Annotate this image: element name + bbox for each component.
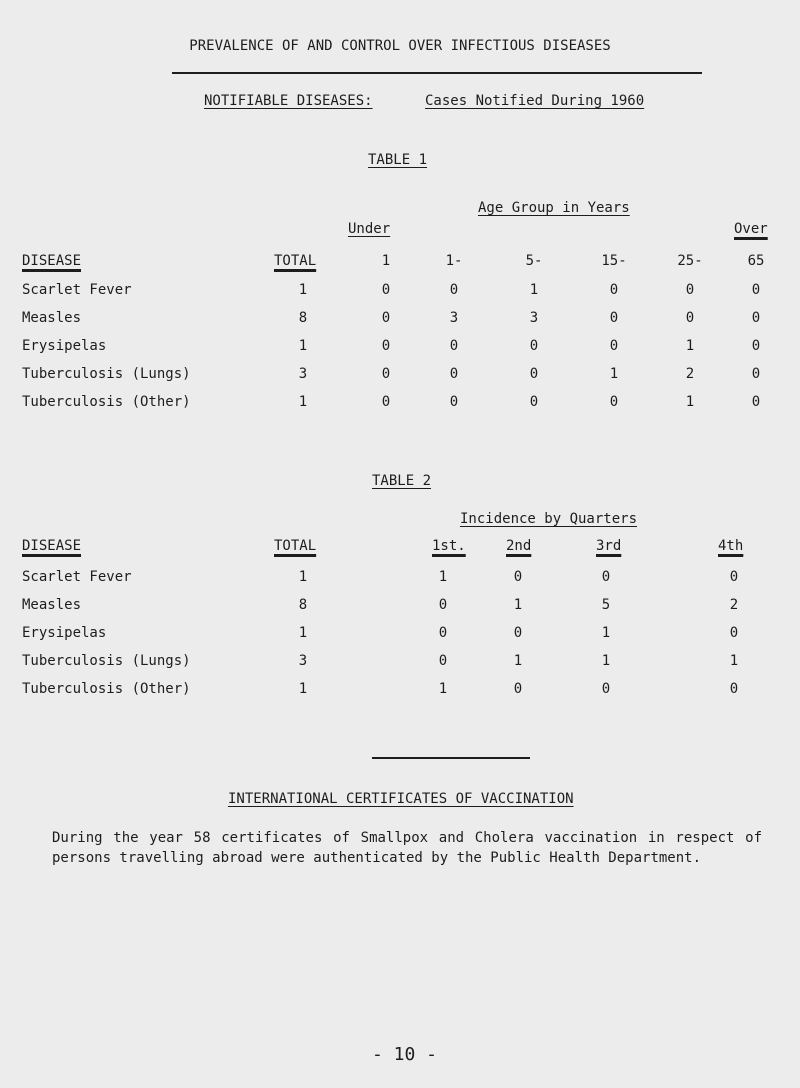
- table-cell: 0: [685, 282, 695, 298]
- table-row-label: Measles: [22, 310, 82, 326]
- table-cell: 0: [751, 366, 761, 382]
- table-row-label: Erysipelas: [22, 625, 107, 641]
- table-row-label: Tuberculosis (Lungs): [22, 366, 191, 382]
- table-cell: 0: [449, 394, 459, 410]
- table-cell: 5: [601, 597, 611, 613]
- table-cell: 0: [729, 681, 739, 697]
- table1-header-5: 5-: [525, 253, 543, 269]
- table1-header-15: 15-: [601, 253, 627, 269]
- table-row-label: Scarlet Fever: [22, 282, 132, 298]
- table-cell: 1: [513, 597, 523, 613]
- table-cell: 1: [729, 653, 739, 669]
- table-cell: 0: [449, 282, 459, 298]
- table-cell: 1: [438, 569, 448, 585]
- table-row-label: Tuberculosis (Other): [22, 681, 191, 697]
- table-cell: 0: [529, 338, 539, 354]
- table-cell: 0: [751, 394, 761, 410]
- table-cell: 3: [298, 366, 308, 382]
- table-cell: 0: [685, 310, 695, 326]
- table-cell: 0: [381, 366, 391, 382]
- page-number: - 10 -: [372, 1044, 438, 1065]
- table-cell: 0: [513, 625, 523, 641]
- table-cell: 0: [529, 366, 539, 382]
- table2-header-total: TOTAL: [274, 538, 317, 554]
- subtitle-notifiable: NOTIFIABLE DISEASES:: [204, 93, 373, 109]
- table-cell: 3: [298, 653, 308, 669]
- table-row-label: Tuberculosis (Lungs): [22, 653, 191, 669]
- table-cell: 0: [609, 310, 619, 326]
- table-cell: 0: [609, 338, 619, 354]
- table-cell: 0: [601, 681, 611, 697]
- table-cell: 1: [298, 569, 308, 585]
- table-cell: 0: [381, 394, 391, 410]
- table-cell: 3: [529, 310, 539, 326]
- table1-header-over-65: 65: [747, 253, 765, 269]
- table-row-label: Scarlet Fever: [22, 569, 132, 585]
- subtitle-cases: Cases Notified During 1960: [425, 93, 645, 109]
- table-cell: 1: [609, 366, 619, 382]
- table-cell: 0: [729, 569, 739, 585]
- table1-label: TABLE 1: [368, 152, 428, 168]
- table-cell: 8: [298, 310, 308, 326]
- title-rule: [172, 72, 702, 74]
- table-cell: 3: [449, 310, 459, 326]
- table2-header-disease: DISEASE: [22, 538, 82, 554]
- table-cell: 0: [438, 625, 448, 641]
- table-cell: 0: [751, 310, 761, 326]
- table1-header-1: 1-: [445, 253, 463, 269]
- table-cell: 0: [609, 282, 619, 298]
- table-cell: 0: [438, 653, 448, 669]
- table-cell: 0: [438, 597, 448, 613]
- table1-over-label: Over: [734, 221, 768, 237]
- table-cell: 0: [729, 625, 739, 641]
- table-cell: 0: [513, 681, 523, 697]
- table-row-label: Tuberculosis (Other): [22, 394, 191, 410]
- table1-header-25: 25-: [677, 253, 703, 269]
- table-cell: 1: [513, 653, 523, 669]
- table-cell: 1: [298, 338, 308, 354]
- table1-header-disease: DISEASE: [22, 253, 82, 269]
- table-cell: 2: [685, 366, 695, 382]
- table-cell: 1: [601, 625, 611, 641]
- table-row-label: Measles: [22, 597, 82, 613]
- table-cell: 0: [513, 569, 523, 585]
- table-cell: 0: [381, 282, 391, 298]
- table-cell: 1: [685, 338, 695, 354]
- table-cell: 1: [298, 394, 308, 410]
- table-cell: 1: [438, 681, 448, 697]
- table-cell: 1: [298, 681, 308, 697]
- table-cell: 2: [729, 597, 739, 613]
- table2-header-4th: 4th: [718, 538, 744, 554]
- table-cell: 1: [601, 653, 611, 669]
- table1-header-under-1: 1: [381, 253, 391, 269]
- table2-label: TABLE 2: [372, 473, 432, 489]
- table-cell: 8: [298, 597, 308, 613]
- table-cell: 1: [298, 282, 308, 298]
- table2-header-1st: 1st.: [432, 538, 466, 554]
- table1-header-total: TOTAL: [274, 253, 317, 269]
- table-cell: 0: [601, 569, 611, 585]
- table1-under-label: Under: [348, 221, 391, 237]
- table1-group-heading: Age Group in Years: [478, 200, 630, 216]
- table-cell: 0: [449, 338, 459, 354]
- table-cell: 1: [298, 625, 308, 641]
- table-cell: 0: [751, 338, 761, 354]
- vaccination-paragraph: During the year 58 certificates of Smallpox and Cholera vaccination in respect of persons travelling abroad were authenticated by the Public Health Department.: [52, 830, 762, 866]
- table2-header-2nd: 2nd: [506, 538, 532, 554]
- table-cell: 0: [381, 338, 391, 354]
- table-cell: 0: [751, 282, 761, 298]
- table-cell: 0: [609, 394, 619, 410]
- table-row-label: Erysipelas: [22, 338, 107, 354]
- vaccination-heading: INTERNATIONAL CERTIFICATES OF VACCINATION: [228, 791, 574, 807]
- table-cell: 0: [381, 310, 391, 326]
- table-cell: 1: [529, 282, 539, 298]
- table-cell: 0: [529, 394, 539, 410]
- table2-group-heading: Incidence by Quarters: [460, 511, 638, 527]
- table-cell: 0: [449, 366, 459, 382]
- table2-header-3rd: 3rd: [596, 538, 622, 554]
- table-cell: 1: [685, 394, 695, 410]
- section-divider: [372, 757, 530, 759]
